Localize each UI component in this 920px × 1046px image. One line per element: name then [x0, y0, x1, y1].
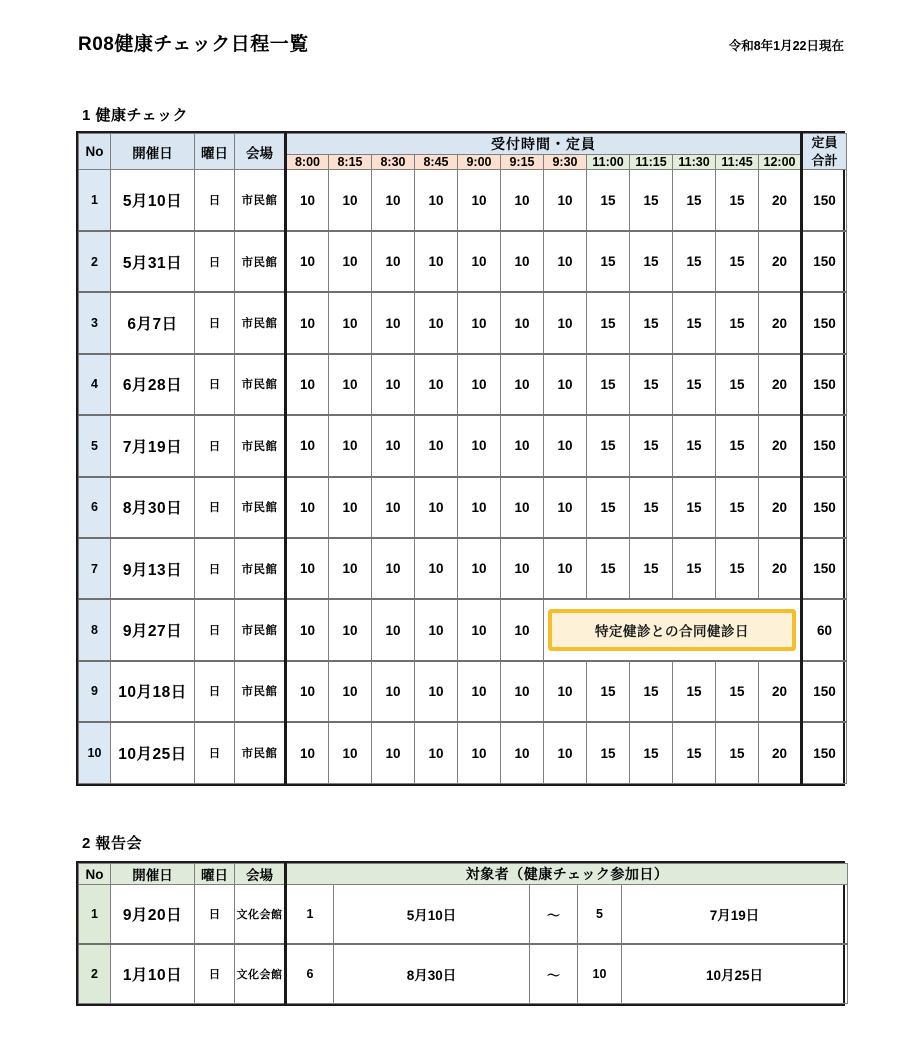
report-meeting-table-body: [79, 885, 848, 1004]
cell-capacity: 15: [716, 538, 759, 599]
cell-to-date: 10月25日: [622, 944, 848, 1004]
cell-capacity: 15: [673, 170, 716, 231]
col-header-total-line1: 定員: [811, 135, 838, 150]
cell-dow: 日: [195, 944, 235, 1004]
cell-capacity: 10: [372, 170, 415, 231]
cell-no: 6: [79, 477, 111, 538]
table-row: [79, 170, 847, 231]
cell-venue: 文化会館: [235, 944, 286, 1004]
table-row: [79, 477, 847, 538]
cell-capacity: 15: [716, 415, 759, 476]
cell-venue: 市民館: [235, 538, 286, 599]
cell-capacity: 15: [673, 477, 716, 538]
cell-capacity: 15: [630, 354, 673, 415]
cell-date: 5月31日: [111, 231, 195, 292]
cell-capacity: 10: [458, 722, 501, 783]
cell-capacity: 20: [759, 477, 802, 538]
cell-no: 9: [79, 661, 111, 722]
cell-capacity: 15: [630, 661, 673, 722]
cell-no: 10: [79, 722, 111, 783]
document-header: [78, 22, 844, 56]
cell-from-index: 1: [286, 885, 334, 945]
health-check-table-head: [79, 134, 847, 170]
cell-capacity: 10: [501, 477, 544, 538]
table-row: [79, 231, 847, 292]
col-header-date-2: 開催日: [111, 864, 195, 885]
cell-capacity: 10: [544, 477, 587, 538]
col-header-date: 開催日: [111, 134, 195, 170]
cell-capacity: 15: [587, 354, 630, 415]
cell-venue: 市民館: [235, 292, 286, 353]
cell-no: 2: [79, 231, 111, 292]
cell-range-tilde: ～: [530, 885, 578, 945]
cell-dow: 日: [195, 415, 235, 476]
cell-capacity: 10: [372, 661, 415, 722]
cell-no: 8: [79, 599, 111, 660]
cell-total: 150: [802, 722, 847, 783]
header-row-top: [79, 134, 847, 155]
cell-total: 150: [802, 538, 847, 599]
cell-capacity: 10: [372, 231, 415, 292]
cell-capacity: 10: [415, 354, 458, 415]
cell-capacity: 10: [458, 477, 501, 538]
cell-capacity: 10: [372, 477, 415, 538]
cell-capacity: 10: [415, 538, 458, 599]
cell-capacity: 15: [716, 292, 759, 353]
cell-total: 150: [802, 292, 847, 353]
cell-capacity: 10: [286, 722, 329, 783]
cell-venue: 市民館: [235, 722, 286, 783]
col-header-time-9-15: 9:15: [501, 155, 544, 170]
cell-capacity: 20: [759, 170, 802, 231]
cell-capacity: 20: [759, 661, 802, 722]
cell-date: 6月7日: [111, 292, 195, 353]
cell-capacity: 15: [630, 231, 673, 292]
cell-capacity: 15: [716, 722, 759, 783]
cell-capacity: 10: [415, 170, 458, 231]
cell-from-index: 6: [286, 944, 334, 1004]
cell-capacity: 10: [458, 538, 501, 599]
cell-no: 1: [79, 170, 111, 231]
cell-capacity: 15: [673, 231, 716, 292]
cell-venue: 市民館: [235, 599, 286, 660]
cell-total: 150: [802, 477, 847, 538]
cell-range-tilde: ～: [530, 944, 578, 1004]
cell-capacity: 15: [630, 477, 673, 538]
col-header-total: [802, 134, 847, 170]
cell-capacity: 10: [458, 599, 501, 660]
health-check-table-body: [79, 170, 847, 784]
cell-capacity: 15: [716, 231, 759, 292]
col-header-venue: 会場: [235, 134, 286, 170]
cell-capacity: 15: [587, 292, 630, 353]
cell-capacity: 10: [329, 415, 372, 476]
cell-capacity: 15: [716, 477, 759, 538]
cell-capacity: 15: [587, 231, 630, 292]
as-of-date: 令和8年1月22日現在: [728, 39, 844, 54]
report-meeting-table-container: [76, 861, 845, 1006]
cell-dow: 日: [195, 354, 235, 415]
cell-capacity: 10: [544, 722, 587, 783]
col-header-time-11-15: 11:15: [630, 155, 673, 170]
cell-dow: 日: [195, 231, 235, 292]
cell-capacity: 10: [544, 354, 587, 415]
table-row: [79, 415, 847, 476]
cell-capacity: 15: [587, 722, 630, 783]
cell-capacity: 10: [501, 538, 544, 599]
cell-capacity: 10: [501, 661, 544, 722]
cell-capacity: 20: [759, 722, 802, 783]
cell-date: 9月13日: [111, 538, 195, 599]
cell-capacity: 10: [415, 415, 458, 476]
table-row: [79, 599, 847, 660]
cell-capacity: 15: [673, 292, 716, 353]
cell-capacity: 10: [458, 354, 501, 415]
cell-capacity: 10: [286, 599, 329, 660]
cell-dow: 日: [195, 170, 235, 231]
report-meeting-table: [78, 863, 848, 1004]
cell-capacity: 15: [587, 170, 630, 231]
col-header-time-8-00: 8:00: [286, 155, 329, 170]
cell-no: 3: [79, 292, 111, 353]
cell-venue: 市民館: [235, 231, 286, 292]
header-row: [79, 864, 848, 885]
table-row: [79, 944, 848, 1004]
cell-date: 7月19日: [111, 415, 195, 476]
page-title: R08健康チェック日程一覧: [78, 34, 309, 56]
col-header-time-11-30: 11:30: [673, 155, 716, 170]
cell-capacity: 10: [458, 661, 501, 722]
cell-dow: 日: [195, 538, 235, 599]
cell-date: 1月10日: [111, 944, 195, 1004]
cell-capacity: 10: [415, 661, 458, 722]
table-row: [79, 538, 847, 599]
cell-capacity: 10: [329, 722, 372, 783]
cell-capacity: 10: [329, 538, 372, 599]
col-header-time-9-30: 9:30: [544, 155, 587, 170]
cell-capacity: 10: [501, 231, 544, 292]
cell-capacity: 10: [286, 170, 329, 231]
cell-venue: 市民館: [235, 477, 286, 538]
cell-capacity: 10: [415, 231, 458, 292]
cell-capacity: 10: [286, 231, 329, 292]
cell-capacity: 15: [673, 415, 716, 476]
cell-capacity: 10: [329, 599, 372, 660]
cell-capacity: 15: [716, 354, 759, 415]
cell-capacity: 10: [501, 599, 544, 660]
cell-capacity: 10: [372, 538, 415, 599]
col-header-slots-group: 受付時間・定員: [286, 134, 802, 155]
section-2-heading: 2 報告会: [82, 835, 143, 852]
table-row: [79, 885, 848, 945]
cell-capacity: 10: [501, 722, 544, 783]
cell-dow: 日: [195, 292, 235, 353]
table-row: [79, 292, 847, 353]
cell-to-date: 7月19日: [622, 885, 848, 945]
report-meeting-table-head: [79, 864, 848, 885]
col-header-time-8-15: 8:15: [329, 155, 372, 170]
col-header-target: 対象者（健康チェック参加日）: [286, 864, 848, 885]
cell-capacity: 15: [587, 415, 630, 476]
col-header-time-12-00: 12:00: [759, 155, 802, 170]
cell-total: 150: [802, 661, 847, 722]
cell-date: 6月28日: [111, 354, 195, 415]
cell-capacity: 10: [286, 477, 329, 538]
cell-date: 5月10日: [111, 170, 195, 231]
cell-no: 1: [79, 885, 111, 945]
cell-date: 9月20日: [111, 885, 195, 945]
col-header-time-8-30: 8:30: [372, 155, 415, 170]
table-row: [79, 722, 847, 783]
cell-no: 7: [79, 538, 111, 599]
cell-capacity: 15: [673, 538, 716, 599]
combined-exam-callout: 特定健診との合同健診日: [548, 609, 796, 650]
cell-to-index: 5: [578, 885, 622, 945]
table-row: [79, 354, 847, 415]
cell-date: 10月18日: [111, 661, 195, 722]
cell-capacity: 10: [372, 722, 415, 783]
cell-capacity: 15: [630, 722, 673, 783]
cell-capacity: 10: [286, 354, 329, 415]
cell-capacity: 15: [630, 415, 673, 476]
cell-total: 150: [802, 231, 847, 292]
cell-no: 2: [79, 944, 111, 1004]
cell-capacity: 20: [759, 231, 802, 292]
cell-capacity: 10: [415, 722, 458, 783]
cell-capacity: 10: [458, 415, 501, 476]
cell-capacity: 10: [329, 477, 372, 538]
cell-date: 10月25日: [111, 722, 195, 783]
cell-capacity: 20: [759, 354, 802, 415]
cell-capacity: 15: [630, 292, 673, 353]
col-header-dow: 曜日: [195, 134, 235, 170]
cell-capacity: 10: [501, 415, 544, 476]
cell-venue: 市民館: [235, 354, 286, 415]
col-header-no-2: No: [79, 864, 111, 885]
cell-venue: 市民館: [235, 661, 286, 722]
cell-dow: 日: [195, 722, 235, 783]
cell-combined-exam-note: [544, 599, 802, 660]
cell-venue: 文化会館: [235, 885, 286, 945]
cell-no: 5: [79, 415, 111, 476]
cell-capacity: 15: [630, 170, 673, 231]
cell-capacity: 10: [286, 292, 329, 353]
cell-capacity: 10: [544, 538, 587, 599]
cell-capacity: 10: [372, 354, 415, 415]
cell-capacity: 15: [673, 661, 716, 722]
cell-capacity: 15: [587, 477, 630, 538]
cell-capacity: 10: [329, 170, 372, 231]
section-1-heading: 1 健康チェック: [82, 107, 189, 124]
cell-capacity: 10: [286, 415, 329, 476]
cell-dow: 日: [195, 661, 235, 722]
cell-total: 60: [802, 599, 847, 660]
cell-total: 150: [802, 415, 847, 476]
cell-capacity: 15: [673, 354, 716, 415]
col-header-venue-2: 会場: [235, 864, 286, 885]
cell-capacity: 10: [415, 292, 458, 353]
cell-dow: 日: [195, 599, 235, 660]
cell-capacity: 10: [544, 170, 587, 231]
cell-to-index: 10: [578, 944, 622, 1004]
cell-capacity: 10: [458, 231, 501, 292]
cell-capacity: 15: [716, 661, 759, 722]
cell-capacity: 10: [329, 661, 372, 722]
cell-capacity: 15: [630, 538, 673, 599]
cell-venue: 市民館: [235, 415, 286, 476]
cell-from-date: 8月30日: [334, 944, 530, 1004]
health-check-table: [78, 133, 847, 784]
cell-capacity: 10: [286, 661, 329, 722]
cell-no: 4: [79, 354, 111, 415]
cell-date: 9月27日: [111, 599, 195, 660]
cell-capacity: 20: [759, 292, 802, 353]
cell-capacity: 20: [759, 415, 802, 476]
cell-capacity: 10: [415, 599, 458, 660]
cell-capacity: 10: [544, 292, 587, 353]
cell-capacity: 10: [458, 170, 501, 231]
cell-capacity: 10: [415, 477, 458, 538]
col-header-no: No: [79, 134, 111, 170]
cell-capacity: 15: [587, 538, 630, 599]
cell-capacity: 10: [544, 231, 587, 292]
cell-capacity: 10: [329, 231, 372, 292]
col-header-total-line2: 合計: [811, 152, 838, 168]
cell-capacity: 10: [372, 599, 415, 660]
cell-capacity: 10: [329, 292, 372, 353]
cell-capacity: 20: [759, 538, 802, 599]
cell-from-date: 5月10日: [334, 885, 530, 945]
cell-capacity: 10: [372, 415, 415, 476]
health-check-table-container: [76, 131, 845, 786]
cell-capacity: 10: [501, 170, 544, 231]
cell-dow: 日: [195, 477, 235, 538]
cell-capacity: 10: [501, 292, 544, 353]
cell-capacity: 10: [544, 415, 587, 476]
cell-capacity: 15: [673, 722, 716, 783]
cell-capacity: 15: [716, 170, 759, 231]
cell-capacity: 10: [329, 354, 372, 415]
cell-capacity: 10: [501, 354, 544, 415]
col-header-time-8-45: 8:45: [415, 155, 458, 170]
cell-capacity: 10: [458, 292, 501, 353]
cell-total: 150: [802, 354, 847, 415]
cell-capacity: 10: [286, 538, 329, 599]
table-row: [79, 661, 847, 722]
cell-capacity: 10: [372, 292, 415, 353]
col-header-time-9-00: 9:00: [458, 155, 501, 170]
col-header-dow-2: 曜日: [195, 864, 235, 885]
cell-venue: 市民館: [235, 170, 286, 231]
cell-capacity: 15: [587, 661, 630, 722]
col-header-time-11-45: 11:45: [716, 155, 759, 170]
cell-date: 8月30日: [111, 477, 195, 538]
cell-dow: 日: [195, 885, 235, 945]
col-header-time-11-00: 11:00: [587, 155, 630, 170]
cell-total: 150: [802, 170, 847, 231]
cell-capacity: 10: [544, 661, 587, 722]
